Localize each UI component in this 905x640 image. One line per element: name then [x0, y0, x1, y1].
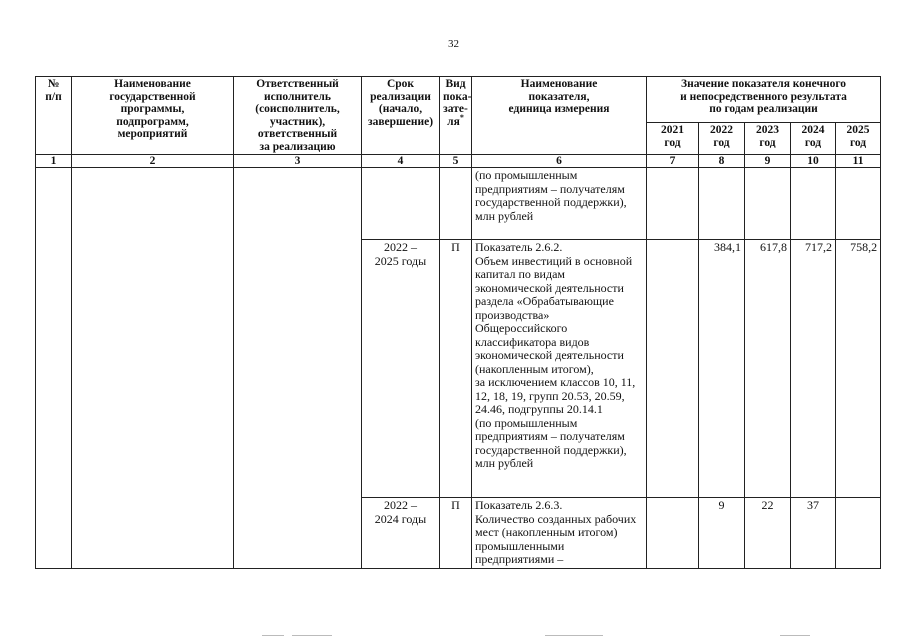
cell-value-2024: 717,2 [791, 240, 836, 498]
column-number: 2 [72, 155, 234, 168]
cell-responsible [234, 168, 362, 569]
header-program-name: Наименование государственной программы, подпрограмм, мероприятий [72, 77, 234, 155]
cell-value-2022 [699, 168, 745, 240]
header-year-2024: 2024 год [791, 123, 836, 155]
column-number: 1 [36, 155, 72, 168]
cell-program-name [72, 168, 234, 569]
cell-indicator-name: Показатель 2.6.3. Количество созданных рабочих мест (накопленным итогом) промышленными предприятиями – [472, 498, 647, 569]
cell-value-2025 [836, 168, 881, 240]
cell-value-2021 [647, 498, 699, 569]
header-indicator-name: Наименование показателя, единица измерения [472, 77, 647, 155]
cell-value-2024: 37 [791, 498, 836, 569]
cell-period [362, 168, 440, 240]
header-number: № п/п [36, 77, 72, 155]
cell-value-2023: 617,8 [745, 240, 791, 498]
header-indicator-kind: Вид пока- зате- ля* [440, 77, 472, 155]
column-number: 3 [234, 155, 362, 168]
cell-indicator-kind: П [440, 240, 472, 498]
header-responsible: Ответственный исполнитель (соисполнитель, участник), ответственный за реализацию [234, 77, 362, 155]
cell-value-2023 [745, 168, 791, 240]
scan-edge-artifacts [0, 632, 905, 640]
cell-indicator-name: (по промышленным предприятиям – получателям государственной поддержки), млн рублей [472, 168, 647, 240]
page-number: 32 [448, 38, 459, 50]
header-year-2025: 2025 год [836, 123, 881, 155]
cell-value-2025 [836, 498, 881, 569]
table-row [36, 168, 881, 240]
cell-value-2021 [647, 240, 699, 498]
cell-number [36, 168, 72, 569]
cell-value-2024 [791, 168, 836, 240]
column-number: 5 [440, 155, 472, 168]
cell-value-2021 [647, 168, 699, 240]
cell-value-2022: 9 [699, 498, 745, 569]
column-number: 9 [745, 155, 791, 168]
column-number: 8 [699, 155, 745, 168]
cell-indicator-name: Показатель 2.6.2. Объем инвестиций в основной капитал по видам экономической деятельности раздела «Обрабатывающие производства» Общероссийского классификатора видов экономической деятельности (накопленным итогом), за исключением классов 10, 11, 12, 18, 19, групп 20.53, 20.59, 24.46, подгруппы 20.14.1 (по промышленным предприятиям – получателям государственной поддержки), млн рублей [472, 240, 647, 498]
column-number: 7 [647, 155, 699, 168]
column-number: 10 [791, 155, 836, 168]
header-values-group: Значение показателя конечного и непосредственного результата по годам реализации [647, 77, 881, 123]
header-year-2021: 2021 год [647, 123, 699, 155]
cell-indicator-kind: П [440, 498, 472, 569]
cell-period: 2022 – 2024 годы [362, 498, 440, 569]
header-year-2022: 2022 год [699, 123, 745, 155]
cell-value-2023: 22 [745, 498, 791, 569]
cell-period: 2022 – 2025 годы [362, 240, 440, 498]
header-period: Срок реализации (начало, завершение) [362, 77, 440, 155]
program-table [35, 76, 881, 569]
cell-value-2025: 758,2 [836, 240, 881, 498]
cell-value-2022: 384,1 [699, 240, 745, 498]
column-number: 11 [836, 155, 881, 168]
cell-indicator-kind [440, 168, 472, 240]
column-number: 4 [362, 155, 440, 168]
header-year-2023: 2023 год [745, 123, 791, 155]
column-number: 6 [472, 155, 647, 168]
